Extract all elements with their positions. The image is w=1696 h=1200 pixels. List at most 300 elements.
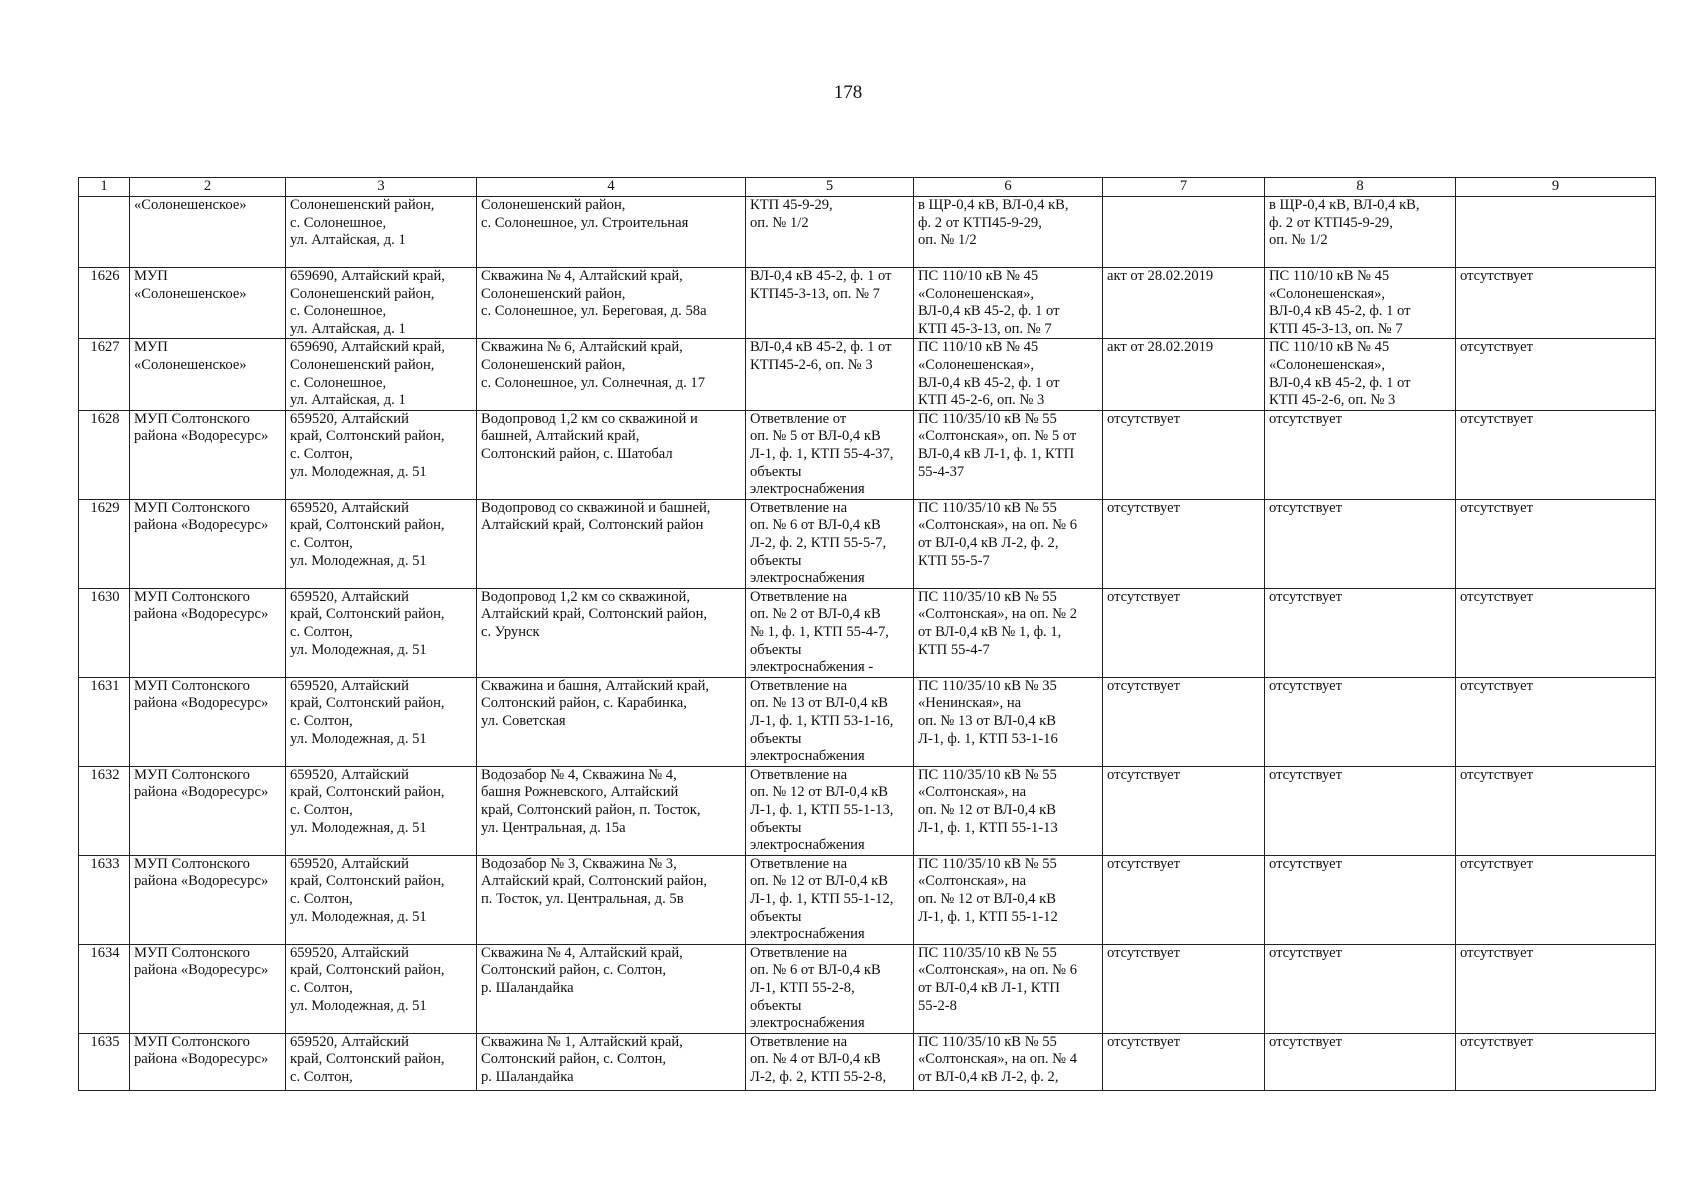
cell-line: с. Урунск: [481, 623, 540, 640]
cell-line: «Солонешенская»,: [918, 285, 1035, 302]
cell-line: Л-1, ф. 1, КТП 55-1-12,: [750, 890, 894, 907]
org-address-cell: [286, 197, 477, 268]
org-address-cell: [286, 855, 477, 944]
cell-line: ПС 110/35/10 кВ № 55: [918, 410, 1057, 427]
notes-cell: [1456, 588, 1656, 677]
cell-line: край, Солтонский район,: [290, 428, 445, 445]
existing-point-cell: [1265, 588, 1456, 677]
cell-line: ПС 110/35/10 кВ № 55: [918, 944, 1057, 961]
table-row: [79, 677, 1656, 766]
org-address-cell: [286, 766, 477, 855]
column-header: 4: [477, 178, 746, 197]
cell-line: отсутствует: [1107, 588, 1181, 605]
existing-point-cell: [1265, 499, 1456, 588]
org-address-cell: [286, 499, 477, 588]
cell-line: объекты: [750, 730, 802, 747]
object-cell: [477, 855, 746, 944]
cell-line: «Солтонская», на: [918, 784, 1027, 801]
cell-line: край, Солтонский район, п. Тосток,: [481, 801, 701, 818]
cell-line: край, Солтонский район,: [290, 873, 445, 890]
cell-line: отсутствует: [1460, 410, 1534, 427]
power-source-cell: [914, 588, 1103, 677]
cell-line: с. Солонешное, ул. Солнечная, д. 17: [481, 374, 706, 391]
cell-line: оп. № 13 от ВЛ-0,4 кВ: [750, 695, 888, 712]
cell-line: КТП 55-4-7: [918, 641, 990, 658]
cell-line: ПС 110/10 кВ № 45: [918, 339, 1039, 356]
existing-point-cell: [1265, 944, 1456, 1033]
cell-line: Ответвление на: [750, 855, 848, 872]
power-source-cell: [914, 855, 1103, 944]
cell-line: «Ненинская», на: [918, 695, 1022, 712]
column-header: 2: [130, 178, 286, 197]
cell-line: ПС 110/35/10 кВ № 35: [918, 677, 1057, 694]
cell-line: Солонешенский район,: [481, 356, 626, 373]
cell-line: района «Водоресурс»: [134, 962, 269, 979]
connection-point-cell: [746, 339, 914, 410]
cell-line: района «Водоресурс»: [134, 873, 269, 890]
cell-line: отсутствует: [1269, 410, 1343, 427]
table-row: [79, 268, 1656, 339]
org-address-cell: [286, 588, 477, 677]
org-address-cell: [286, 268, 477, 339]
cell-line: «Солтонская», на: [918, 873, 1027, 890]
cell-line: оп. № 1/2: [918, 232, 977, 249]
cell-line: ул. Молодежная, д. 51: [290, 730, 427, 747]
row-number-cell: 1635: [79, 1033, 130, 1090]
register-table: [78, 177, 1656, 1091]
cell-line: Л-1, ф. 1, КТП 53-1-16: [918, 730, 1058, 747]
org-address-cell: [286, 944, 477, 1033]
cell-line: Солтонский район, с. Солтон,: [481, 1051, 667, 1068]
notes-cell: [1456, 499, 1656, 588]
cell-line: ул. Молодежная, д. 51: [290, 908, 427, 925]
cell-line: 659690, Алтайский край,: [290, 268, 445, 284]
act-cell: [1103, 677, 1265, 766]
cell-line: Солтонский район, с. Солтон,: [481, 962, 667, 979]
power-source-cell: [914, 268, 1103, 339]
organization-cell: [130, 268, 286, 339]
column-header: 6: [914, 178, 1103, 197]
column-header: 1: [79, 178, 130, 197]
cell-line: Скважина № 1, Алтайский край,: [481, 1033, 683, 1050]
object-cell: [477, 410, 746, 499]
cell-line: край, Солтонский район,: [290, 784, 445, 801]
power-source-cell: [914, 339, 1103, 410]
cell-line: отсутствует: [1269, 855, 1343, 872]
power-source-cell: [914, 499, 1103, 588]
cell-line: ул. Алтайская, д. 1: [290, 320, 406, 337]
cell-line: с. Солонешное,: [290, 303, 387, 320]
row-number-cell: [79, 197, 130, 268]
act-cell: [1103, 1033, 1265, 1090]
cell-line: от ВЛ-0,4 кВ Л-2, ф. 2,: [918, 1068, 1059, 1085]
cell-line: «Солтонская», на оп. № 2: [918, 606, 1078, 623]
organization-cell: [130, 855, 286, 944]
cell-line: ул. Молодежная, д. 51: [290, 819, 427, 836]
cell-line: ВЛ-0,4 кВ 45-2, ф. 1 от: [1269, 303, 1411, 320]
notes-cell: [1456, 855, 1656, 944]
cell-line: МУП Солтонского: [134, 410, 250, 427]
notes-cell: [1456, 766, 1656, 855]
cell-line: отсутствует: [1107, 410, 1181, 427]
cell-line: оп. № 12 от ВЛ-0,4 кВ: [750, 784, 888, 801]
cell-line: с. Солтон,: [290, 1068, 353, 1085]
cell-line: отсутствует: [1269, 499, 1343, 516]
cell-line: оп. № 5 от ВЛ-0,4 кВ: [750, 428, 881, 445]
cell-line: Скважина и башня, Алтайский край,: [481, 677, 710, 694]
row-number-cell: 1631: [79, 677, 130, 766]
cell-line: Водозабор № 4, Скважина № 4,: [481, 766, 677, 783]
row-number-cell: 1628: [79, 410, 130, 499]
cell-line: Л-2, ф. 2, КТП 55-2-8,: [750, 1068, 887, 1085]
cell-line: Солонешенский район,: [481, 197, 626, 213]
table-row: [79, 944, 1656, 1033]
power-source-cell: [914, 944, 1103, 1033]
cell-line: отсутствует: [1460, 677, 1534, 694]
cell-line: ПС 110/35/10 кВ № 55: [918, 855, 1057, 872]
cell-line: в ЩР-0,4 кВ, ВЛ-0,4 кВ,: [918, 197, 1069, 213]
existing-point-cell: [1265, 410, 1456, 499]
cell-line: Л-1, ф. 1, КТП 55-1-13: [918, 819, 1058, 836]
cell-line: край, Солтонский район,: [290, 517, 445, 534]
cell-line: Ответвление на: [750, 1033, 848, 1050]
cell-line: Водопровод 1,2 км со скважиной и: [481, 410, 698, 427]
power-source-cell: [914, 766, 1103, 855]
table-row: [79, 339, 1656, 410]
cell-line: отсутствует: [1107, 1033, 1181, 1050]
cell-line: ПС 110/35/10 кВ № 55: [918, 588, 1057, 605]
act-cell: [1103, 499, 1265, 588]
cell-line: ул. Молодежная, д. 51: [290, 552, 427, 569]
cell-line: оп. № 2 от ВЛ-0,4 кВ: [750, 606, 881, 623]
cell-line: с. Солонешное,: [290, 374, 387, 391]
cell-line: ул. Молодежная, д. 51: [290, 463, 427, 480]
cell-line: Л-1, ф. 1, КТП 55-4-37,: [750, 445, 894, 462]
org-address-cell: [286, 1033, 477, 1090]
cell-line: электроснабжения: [750, 926, 865, 943]
cell-line: отсутствует: [1460, 855, 1534, 872]
page-number: 178: [833, 82, 863, 103]
cell-line: башней, Алтайский край,: [481, 428, 640, 445]
cell-line: отсутствует: [1269, 766, 1343, 783]
cell-line: отсутствует: [1107, 677, 1181, 694]
cell-line: отсутствует: [1460, 268, 1534, 284]
cell-line: ПС 110/10 кВ № 45: [918, 268, 1039, 284]
cell-line: Ответвление на: [750, 766, 848, 783]
cell-line: Солонешенский район,: [481, 285, 626, 302]
cell-line: КТП 45-3-13, оп. № 7: [1269, 320, 1403, 337]
object-cell: [477, 766, 746, 855]
cell-line: объекты: [750, 641, 802, 658]
cell-line: от ВЛ-0,4 кВ Л-2, ф. 2,: [918, 534, 1059, 551]
existing-point-cell: [1265, 766, 1456, 855]
cell-line: 55-4-37: [918, 463, 965, 480]
cell-line: объекты: [750, 908, 802, 925]
connection-point-cell: [746, 855, 914, 944]
cell-line: р. Шаландайка: [481, 979, 574, 996]
cell-line: МУП Солтонского: [134, 766, 250, 783]
object-cell: [477, 944, 746, 1033]
cell-line: Л-1, КТП 55-2-8,: [750, 979, 855, 996]
cell-line: КТП 45-3-13, оп. № 7: [918, 320, 1052, 337]
existing-point-cell: [1265, 855, 1456, 944]
cell-line: акт от 28.02.2019: [1107, 268, 1214, 284]
connection-point-cell: [746, 1033, 914, 1090]
cell-line: объекты: [750, 463, 802, 480]
cell-line: КТП45-2-6, оп. № 3: [750, 356, 873, 373]
cell-line: от ВЛ-0,4 кВ Л-1, КТП: [918, 979, 1060, 996]
cell-line: край, Солтонский район,: [290, 695, 445, 712]
cell-line: Ответвление на: [750, 588, 848, 605]
act-cell: [1103, 339, 1265, 410]
cell-line: с. Солтон,: [290, 801, 353, 818]
cell-line: ВЛ-0,4 кВ 45-2, ф. 1 от: [918, 303, 1060, 320]
cell-line: край, Солтонский район,: [290, 1051, 445, 1068]
cell-line: с. Солонешное, ул. Береговая, д. 58а: [481, 303, 707, 320]
cell-line: Водозабор № 3, Скважина № 3,: [481, 855, 677, 872]
organization-cell: [130, 766, 286, 855]
cell-line: объекты: [750, 819, 802, 836]
object-cell: [477, 677, 746, 766]
row-number-cell: 1632: [79, 766, 130, 855]
object-cell: [477, 588, 746, 677]
cell-line: электроснабжения: [750, 748, 865, 765]
notes-cell: [1456, 339, 1656, 410]
cell-line: Алтайский край, Солтонский район: [481, 517, 704, 534]
cell-line: в ЩР-0,4 кВ, ВЛ-0,4 кВ,: [1269, 197, 1420, 213]
notes-cell: [1456, 1033, 1656, 1090]
cell-line: Солонешенский район,: [290, 197, 435, 213]
table-row: [79, 499, 1656, 588]
table-row: [79, 855, 1656, 944]
connection-point-cell: [746, 588, 914, 677]
cell-line: Л-1, ф. 1, КТП 55-1-12: [918, 908, 1058, 925]
column-header: 3: [286, 178, 477, 197]
cell-line: «Солтонская», на оп. № 6: [918, 962, 1078, 979]
cell-line: Л-1, ф. 1, КТП 53-1-16,: [750, 712, 894, 729]
cell-line: объекты: [750, 552, 802, 569]
connection-point-cell: [746, 677, 914, 766]
cell-line: с. Солтон,: [290, 890, 353, 907]
cell-line: с. Солтон,: [290, 534, 353, 551]
cell-line: 659520, Алтайский: [290, 499, 409, 516]
cell-line: оп. № 6 от ВЛ-0,4 кВ: [750, 962, 881, 979]
column-header: 8: [1265, 178, 1456, 197]
organization-cell: [130, 197, 286, 268]
cell-line: 659520, Алтайский: [290, 677, 409, 694]
cell-line: МУП Солтонского: [134, 855, 250, 872]
cell-line: КТП45-3-13, оп. № 7: [750, 285, 880, 302]
cell-line: «Солонешенское»: [134, 285, 247, 302]
organization-cell: [130, 1033, 286, 1090]
notes-cell: [1456, 677, 1656, 766]
notes-cell: [1456, 268, 1656, 339]
cell-line: отсутствует: [1107, 499, 1181, 516]
cell-line: отсутствует: [1269, 677, 1343, 694]
organization-cell: [130, 677, 286, 766]
cell-line: оп. № 12 от ВЛ-0,4 кВ: [918, 890, 1056, 907]
cell-line: ф. 2 от КТП45-9-29,: [1269, 214, 1393, 231]
cell-line: отсутствует: [1460, 588, 1534, 605]
cell-line: ул. Центральная, д. 15а: [481, 819, 626, 836]
act-cell: [1103, 268, 1265, 339]
cell-line: ф. 2 от КТП45-9-29,: [918, 214, 1042, 231]
cell-line: ПС 110/35/10 кВ № 55: [918, 766, 1057, 783]
row-number-cell: 1630: [79, 588, 130, 677]
cell-line: МУП Солтонского: [134, 1033, 250, 1050]
table-row: [79, 766, 1656, 855]
cell-line: Солтонский район, с. Карабинка,: [481, 695, 687, 712]
power-source-cell: [914, 677, 1103, 766]
cell-line: ул. Молодежная, д. 51: [290, 641, 427, 658]
row-number-cell: 1627: [79, 339, 130, 410]
cell-line: башня Рожневского, Алтайский: [481, 784, 679, 801]
cell-line: Скважина № 4, Алтайский край,: [481, 268, 683, 284]
cell-line: «Солтонская», на оп. № 4: [918, 1051, 1078, 1068]
cell-line: отсутствует: [1269, 1033, 1343, 1050]
cell-line: «Солонешенская»,: [1269, 356, 1386, 373]
cell-line: п. Тосток, ул. Центральная, д. 5в: [481, 890, 684, 907]
cell-line: отсутствует: [1460, 944, 1534, 961]
cell-line: района «Водоресурс»: [134, 606, 269, 623]
cell-line: отсутствует: [1269, 588, 1343, 605]
cell-line: отсутствует: [1460, 499, 1534, 516]
table-row: [79, 197, 1656, 268]
cell-line: Ответвление на: [750, 499, 848, 516]
connection-point-cell: [746, 410, 914, 499]
org-address-cell: [286, 410, 477, 499]
cell-line: край, Солтонский район,: [290, 606, 445, 623]
cell-line: КТП 45-2-6, оп. № 3: [1269, 392, 1396, 409]
cell-line: района «Водоресурс»: [134, 695, 269, 712]
organization-cell: [130, 410, 286, 499]
existing-point-cell: [1265, 268, 1456, 339]
cell-line: района «Водоресурс»: [134, 1051, 269, 1068]
connection-point-cell: [746, 197, 914, 268]
organization-cell: [130, 339, 286, 410]
cell-line: 659690, Алтайский край,: [290, 339, 445, 356]
cell-line: 659520, Алтайский: [290, 766, 409, 783]
table-row: [79, 410, 1656, 499]
cell-line: ул. Алтайская, д. 1: [290, 232, 406, 249]
cell-line: «Солонешенская»,: [1269, 285, 1386, 302]
cell-line: № 1, ф. 1, КТП 55-4-7,: [750, 623, 889, 640]
cell-line: отсутствует: [1460, 1033, 1534, 1050]
cell-line: ул. Молодежная, д. 51: [290, 997, 427, 1014]
power-source-cell: [914, 197, 1103, 268]
cell-line: «Солтонская», оп. № 5 от: [918, 428, 1077, 445]
cell-line: «Солонешенское»: [134, 356, 247, 373]
cell-line: отсутствует: [1460, 766, 1534, 783]
existing-point-cell: [1265, 339, 1456, 410]
act-cell: [1103, 766, 1265, 855]
cell-line: МУП: [134, 339, 168, 356]
connection-point-cell: [746, 268, 914, 339]
organization-cell: [130, 944, 286, 1033]
cell-line: ВЛ-0,4 кВ 45-2, ф. 1 от: [750, 268, 892, 284]
cell-line: с. Солтон,: [290, 712, 353, 729]
cell-line: отсутствует: [1460, 339, 1534, 356]
cell-line: 659520, Алтайский: [290, 588, 409, 605]
cell-line: Водопровод со скважиной и башней,: [481, 499, 711, 516]
organization-cell: [130, 588, 286, 677]
cell-line: с. Солтон,: [290, 623, 353, 640]
cell-line: ПС 110/35/10 кВ № 55: [918, 1033, 1057, 1050]
act-cell: [1103, 197, 1265, 268]
column-header: 9: [1456, 178, 1656, 197]
org-address-cell: [286, 339, 477, 410]
act-cell: [1103, 944, 1265, 1033]
row-number-cell: 1626: [79, 268, 130, 339]
cell-line: МУП Солтонского: [134, 944, 250, 961]
cell-line: с. Солонешное, ул. Строительная: [481, 214, 689, 231]
cell-line: оп. № 6 от ВЛ-0,4 кВ: [750, 517, 881, 534]
cell-line: электроснабжения -: [750, 659, 874, 676]
cell-line: КТП 55-5-7: [918, 552, 990, 569]
cell-line: ПС 110/35/10 кВ № 55: [918, 499, 1057, 516]
power-source-cell: [914, 1033, 1103, 1090]
cell-line: с. Солтон,: [290, 445, 353, 462]
cell-line: 659520, Алтайский: [290, 944, 409, 961]
cell-line: Алтайский край, Солтонский район,: [481, 873, 708, 890]
cell-line: оп. № 4 от ВЛ-0,4 кВ: [750, 1051, 881, 1068]
cell-line: ВЛ-0,4 кВ 45-2, ф. 1 от: [918, 374, 1060, 391]
cell-line: Водопровод 1,2 км со скважиной,: [481, 588, 690, 605]
cell-line: оп. № 12 от ВЛ-0,4 кВ: [750, 873, 888, 890]
notes-cell: [1456, 944, 1656, 1033]
existing-point-cell: [1265, 197, 1456, 268]
cell-line: акт от 28.02.2019: [1107, 339, 1214, 356]
column-header: 7: [1103, 178, 1265, 197]
cell-line: объекты: [750, 997, 802, 1014]
existing-point-cell: [1265, 677, 1456, 766]
act-cell: [1103, 410, 1265, 499]
cell-line: р. Шаландайка: [481, 1068, 574, 1085]
cell-line: ВЛ-0,4 кВ 45-2, ф. 1 от: [750, 339, 892, 356]
cell-line: ПС 110/10 кВ № 45: [1269, 339, 1390, 356]
act-cell: [1103, 588, 1265, 677]
cell-line: отсутствует: [1107, 855, 1181, 872]
cell-line: Ответвление на: [750, 944, 848, 961]
row-number-cell: 1629: [79, 499, 130, 588]
cell-line: ВЛ-0,4 кВ 45-2, ф. 1 от: [1269, 374, 1411, 391]
cell-line: ул. Советская: [481, 712, 566, 729]
cell-line: Скважина № 6, Алтайский край,: [481, 339, 683, 356]
organization-cell: [130, 499, 286, 588]
column-header: 5: [746, 178, 914, 197]
cell-line: района «Водоресурс»: [134, 428, 269, 445]
cell-line: Солонешенский район,: [290, 356, 435, 373]
connection-point-cell: [746, 499, 914, 588]
cell-line: КТП 45-2-6, оп. № 3: [918, 392, 1045, 409]
cell-line: МУП Солтонского: [134, 677, 250, 694]
cell-line: «Солонешенское»: [134, 197, 247, 213]
row-number-cell: 1633: [79, 855, 130, 944]
cell-line: электроснабжения: [750, 570, 865, 587]
cell-line: МУП Солтонского: [134, 588, 250, 605]
cell-line: оп. № 1/2: [750, 214, 809, 231]
notes-cell: [1456, 197, 1656, 268]
existing-point-cell: [1265, 1033, 1456, 1090]
cell-line: Солтонский район, с. Шатобал: [481, 445, 673, 462]
connection-point-cell: [746, 766, 914, 855]
cell-line: ПС 110/10 кВ № 45: [1269, 268, 1390, 284]
cell-line: оп. № 13 от ВЛ-0,4 кВ: [918, 712, 1056, 729]
cell-line: КТП 45-9-29,: [750, 197, 833, 213]
cell-line: отсутствует: [1107, 944, 1181, 961]
object-cell: [477, 499, 746, 588]
object-cell: [477, 197, 746, 268]
